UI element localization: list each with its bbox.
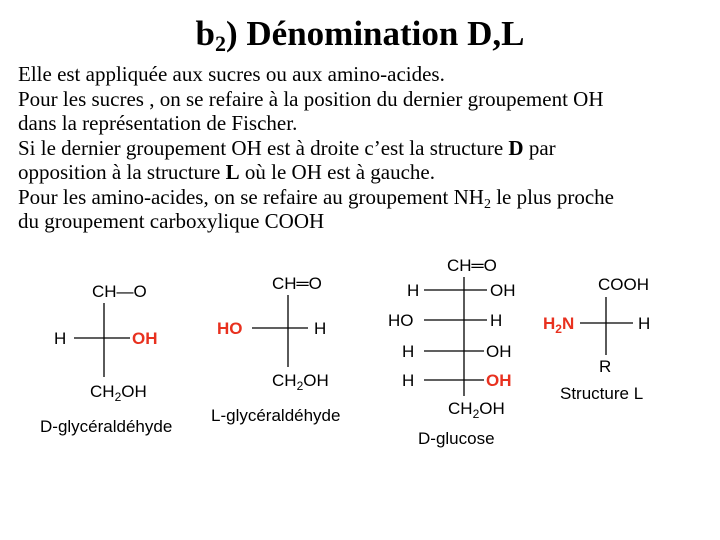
page-title: $b_2$) Dénomination D,L — [195, 14, 525, 56]
paragraph-line: Pour les sucres , on se refaire à la position du dernier groupement OH — [18, 86, 604, 111]
d-glucose-structure — [388, 256, 516, 448]
d-glyc-top-group: CH—O — [92, 282, 147, 301]
d-glyc-left-group: H — [54, 329, 67, 348]
l-glyceraldehyde-structure — [211, 274, 340, 425]
glucose-top-group: CH═O — [447, 256, 497, 275]
glucose-row-right: OH — [490, 281, 516, 300]
glucose-row-right-highlight: OH — [486, 371, 512, 390]
glucose-bottom-group: $CH_2OH$ — [448, 399, 505, 421]
glucose-row-right: H — [490, 311, 503, 330]
d-glyc-right-group: OH — [132, 329, 158, 348]
l-glyc-caption: L-glycéraldéhyde — [211, 406, 341, 425]
glucose-row-right: OH — [486, 342, 512, 361]
paragraph-line: opposition à la structure L où le OH est à gauche. — [18, 160, 435, 184]
l-glyc-bottom-group: $CH_2OH$ — [272, 371, 329, 393]
l-glyc-left-group: HO — [217, 319, 243, 338]
paragraph-line: Elle est appliquée aux sucres ou aux amino-acides. — [18, 62, 445, 86]
l-glyc-top-group: CH═O — [272, 274, 322, 293]
glucose-caption: D-glucose — [418, 429, 495, 448]
l-glyc-right-group: H — [314, 319, 327, 338]
d-glyc-caption: D-glycéraldéhyde — [40, 417, 173, 436]
glucose-row-left: H — [402, 342, 415, 361]
d-glyceraldehyde-structure — [40, 282, 172, 436]
paragraph-line: du groupement carboxylique COOH — [18, 209, 325, 233]
aa-bottom-group: R — [599, 357, 612, 376]
glucose-row-left: HO — [388, 311, 414, 330]
aa-left-group: $H_2N$ — [543, 314, 575, 336]
aa-caption: Structure L — [560, 384, 644, 403]
amino-acid-structure-l — [543, 275, 650, 403]
paragraph-line: dans la représentation de Fischer. — [18, 111, 298, 135]
glucose-row-left: H — [402, 371, 415, 390]
d-glyc-bottom-group: $CH_2OH$ — [90, 382, 147, 404]
paragraph-line: Pour les amino-acides, on se refaire au groupement $NH_2$ le plus proche — [18, 184, 614, 212]
aa-top-group: COOH — [598, 275, 649, 294]
paragraph-line: Si le dernier groupement OH est à droite c’est la structure D par — [18, 135, 556, 160]
aa-right-group: H — [638, 314, 651, 333]
glucose-row-left: H — [407, 281, 420, 300]
